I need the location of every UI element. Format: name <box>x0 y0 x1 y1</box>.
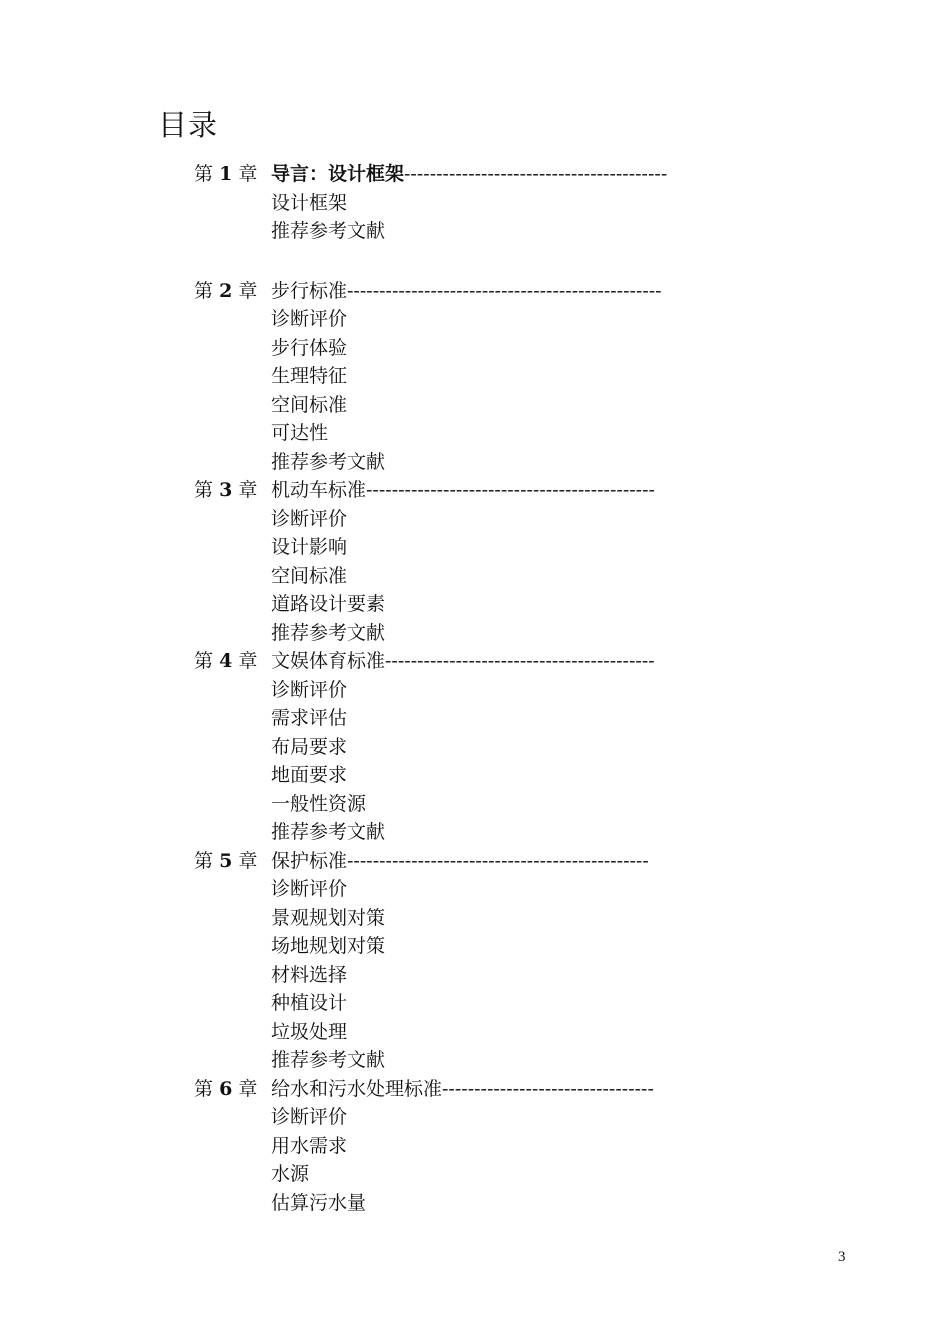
section-label: 场地规划对策 <box>271 935 386 957</box>
section-item[interactable] <box>0 419 950 448</box>
chapter-heading[interactable] <box>0 847 950 876</box>
section-item[interactable] <box>0 790 950 819</box>
section-item[interactable] <box>0 1132 950 1161</box>
chapter-title <box>271 277 662 306</box>
chapter-prefix: 第 <box>194 650 214 672</box>
chapter-number <box>194 847 257 876</box>
section-label: 可达性 <box>271 422 329 444</box>
page-title: 目录 <box>158 108 219 142</box>
section-item[interactable] <box>0 590 950 619</box>
section-label: 推荐参考文献 <box>271 621 386 644</box>
chapter-prefix: 第 <box>194 1077 214 1100</box>
chapter-num-value: 6 <box>219 1077 233 1100</box>
table-of-contents <box>0 160 950 1217</box>
section-item[interactable] <box>0 562 950 591</box>
chapter-suffix: 章 <box>238 849 258 872</box>
section-label: 诊断评价 <box>271 308 348 330</box>
chapter-title <box>271 847 649 876</box>
chapter-6 <box>0 1075 950 1218</box>
section-label: 一般性资源 <box>271 792 367 815</box>
chapter-num-value: 4 <box>219 650 233 672</box>
chapter-number <box>194 476 257 505</box>
dot-leader: ----------------------------------------------- <box>347 849 649 872</box>
chapter-title <box>271 1075 654 1104</box>
section-label: 推荐参考文献 <box>271 450 386 473</box>
chapter-suffix: 章 <box>238 279 258 302</box>
section-label: 种植设计 <box>271 992 348 1014</box>
section-label: 推荐参考文献 <box>271 821 386 843</box>
section-label: 生理特征 <box>271 365 348 387</box>
section-item[interactable] <box>0 305 950 334</box>
chapter-3 <box>0 476 950 647</box>
section-item[interactable] <box>0 533 950 562</box>
section-label: 诊断评价 <box>271 878 348 900</box>
section-item[interactable] <box>0 448 950 477</box>
chapter-title-text: 机动车标准 <box>271 479 367 501</box>
section-item[interactable] <box>0 761 950 790</box>
section-label: 诊断评价 <box>271 1106 348 1128</box>
section-label: 景观规划对策 <box>271 906 386 929</box>
chapter-number <box>194 1075 257 1104</box>
section-item[interactable] <box>0 818 950 847</box>
section-label: 推荐参考文献 <box>271 1049 386 1071</box>
section-item[interactable] <box>0 1018 950 1047</box>
section-label: 空间标准 <box>271 564 348 587</box>
section-label: 布局要求 <box>271 735 348 758</box>
chapter-5 <box>0 847 950 1075</box>
dot-leader: ------------------------------------------ <box>385 650 655 672</box>
chapter-number <box>194 647 257 676</box>
chapter-title <box>271 476 655 505</box>
chapter-heading[interactable] <box>0 1075 950 1104</box>
section-label: 用水需求 <box>271 1134 348 1157</box>
chapter-title <box>271 647 655 676</box>
section-item[interactable] <box>0 1103 950 1132</box>
section-label: 步行体验 <box>271 336 348 359</box>
section-label: 设计框架 <box>271 191 348 214</box>
dot-leader: ------------------------------------------------- <box>347 279 662 302</box>
chapter-title-text: 文娱体育标准 <box>271 650 386 672</box>
chapter-title-text: 步行标准 <box>271 279 348 302</box>
section-label: 需求评估 <box>271 707 348 729</box>
chapter-prefix: 第 <box>194 279 214 302</box>
chapter-number <box>194 160 257 189</box>
chapter-title-text: 保护标准 <box>271 849 348 872</box>
page-number: 3 <box>838 1249 846 1265</box>
section-item[interactable] <box>0 1046 950 1075</box>
section-item[interactable] <box>0 391 950 420</box>
chapter-heading[interactable] <box>0 277 950 306</box>
chapter-heading[interactable] <box>0 647 950 676</box>
section-item[interactable] <box>0 932 950 961</box>
section-item[interactable] <box>0 733 950 762</box>
section-label: 推荐参考文献 <box>271 220 386 242</box>
chapter-num-value: 5 <box>219 849 233 872</box>
section-label: 估算污水量 <box>271 1191 367 1214</box>
chapter-suffix: 章 <box>238 163 258 185</box>
chapter-title-text: 给水和污水处理标准 <box>271 1077 443 1100</box>
section-item[interactable] <box>0 704 950 733</box>
section-item[interactable] <box>0 189 950 218</box>
chapter-heading[interactable] <box>0 476 950 505</box>
chapter-number <box>194 277 257 306</box>
section-item[interactable] <box>0 362 950 391</box>
chapter-heading[interactable] <box>0 160 950 189</box>
section-label: 地面要求 <box>271 764 348 786</box>
chapter-prefix: 第 <box>194 479 214 501</box>
section-label: 材料选择 <box>271 963 348 986</box>
dot-leader: ----------------------------------------- <box>404 163 668 185</box>
chapter-num-value: 2 <box>219 279 233 302</box>
section-label: 垃圾处理 <box>271 1020 348 1043</box>
chapter-title-text: 导言：设计框架 <box>271 163 405 185</box>
chapter-suffix: 章 <box>238 1077 258 1100</box>
section-label: 设计影响 <box>271 536 348 558</box>
section-item[interactable] <box>0 334 950 363</box>
chapter-2 <box>0 277 950 477</box>
section-label: 空间标准 <box>271 393 348 416</box>
section-item[interactable] <box>0 1189 950 1218</box>
chapter-suffix: 章 <box>238 650 258 672</box>
section-item[interactable] <box>0 619 950 648</box>
chapter-1 <box>0 160 950 246</box>
dot-leader: --------------------------------- <box>442 1077 654 1100</box>
chapter-4 <box>0 647 950 847</box>
section-label: 道路设计要素 <box>271 593 386 615</box>
chapter-prefix: 第 <box>194 163 214 185</box>
chapter-suffix: 章 <box>238 479 258 501</box>
section-item[interactable] <box>0 989 950 1018</box>
section-item[interactable] <box>0 217 950 246</box>
dot-leader: --------------------------------------------- <box>366 479 655 501</box>
chapter-num-value: 1 <box>219 163 233 185</box>
section-item[interactable] <box>0 875 950 904</box>
chapter-title <box>271 160 667 189</box>
section-item[interactable] <box>0 1160 950 1189</box>
chapter-gap <box>0 246 950 277</box>
section-label: 诊断评价 <box>271 678 348 701</box>
section-item[interactable] <box>0 961 950 990</box>
section-item[interactable] <box>0 904 950 933</box>
chapter-num-value: 3 <box>219 479 233 501</box>
section-item[interactable] <box>0 505 950 534</box>
section-label: 水源 <box>271 1163 310 1185</box>
chapter-prefix: 第 <box>194 849 214 872</box>
section-item[interactable] <box>0 676 950 705</box>
section-label: 诊断评价 <box>271 507 348 530</box>
